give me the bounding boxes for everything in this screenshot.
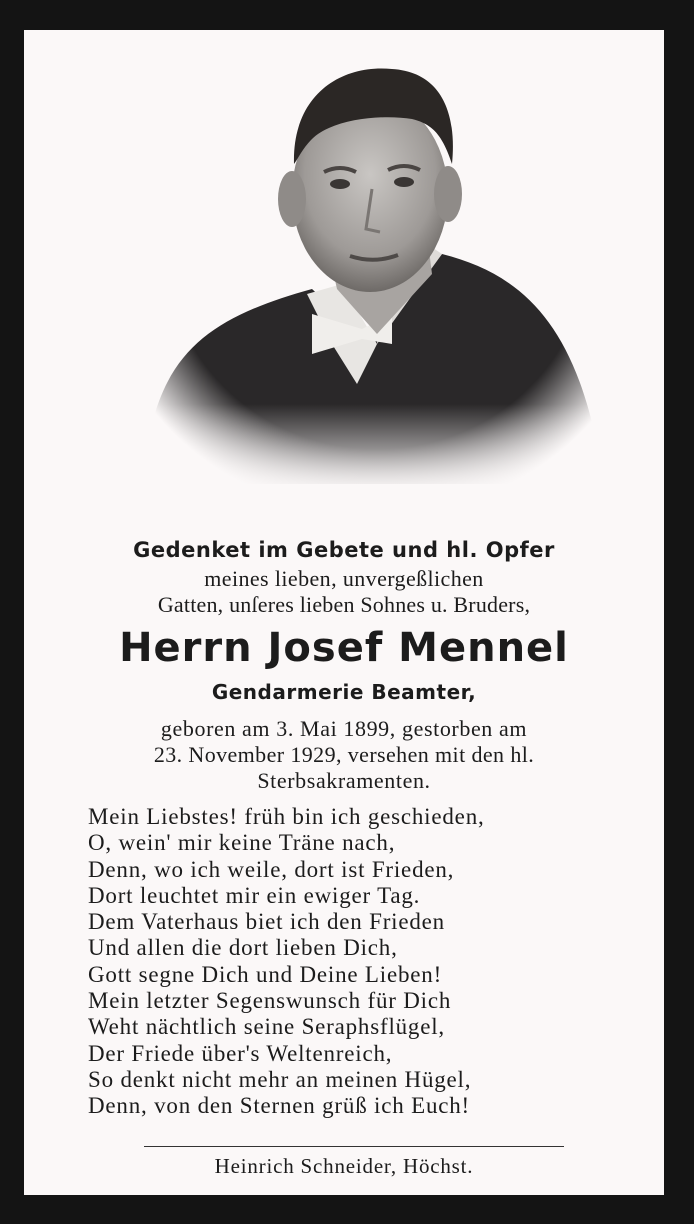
poem-line: Und allen die dort lieben Dich, <box>88 935 398 961</box>
intro-line-1: meines lieben, unvergeßlichen <box>204 566 484 591</box>
poem-line: Mein letzter Segenswunsch für Dich <box>88 988 452 1014</box>
poem-line: Dem Vaterhaus biet ich den Frieden <box>88 909 445 935</box>
intro-line-2: Gatten, unſeres lieben Sohnes u. Bruders, <box>157 592 531 617</box>
poem-line: O, wein' mir keine Träne nach, <box>88 830 396 856</box>
poem-line: Der Friede über's Weltenreich, <box>88 1040 393 1066</box>
life-line-2: 23. November 1929, versehen mit den hl. <box>153 742 535 767</box>
portrait-photo <box>142 44 612 494</box>
heading: Gedenket im Gebete und hl. Opfer <box>133 538 555 562</box>
poem-line: So denkt nicht mehr an meinen Hügel, <box>88 1066 472 1092</box>
divider <box>144 1146 564 1147</box>
life-line-1: geboren am 3. Mai 1899, gestorben am <box>160 716 528 741</box>
poem-line: Gott segne Dich und Deine Lieben! <box>88 961 443 987</box>
life-line-3: Sterbsakramenten. <box>257 768 431 793</box>
poem-line: Weht nächtlich seine Seraphsflügel, <box>88 1014 445 1040</box>
poem-line: Denn, von den Sternen grüß ich Euch! <box>88 1093 471 1119</box>
poem-line: Denn, wo ich weile, dort ist Frieden, <box>88 856 455 882</box>
poem-line: Mein Liebstes! früh bin ich geschieden, <box>88 804 485 829</box>
card-paper <box>24 30 664 1195</box>
poem-line: Dort leuchtet mir ein ewiger Tag. <box>88 882 421 908</box>
poem <box>88 804 648 1120</box>
occupation: Gendarmerie Beamter, <box>211 680 477 704</box>
deceased-name: Herrn Josef Mennel <box>119 625 569 671</box>
printer-credit: Heinrich Schneider, Höchst. <box>214 1154 474 1178</box>
